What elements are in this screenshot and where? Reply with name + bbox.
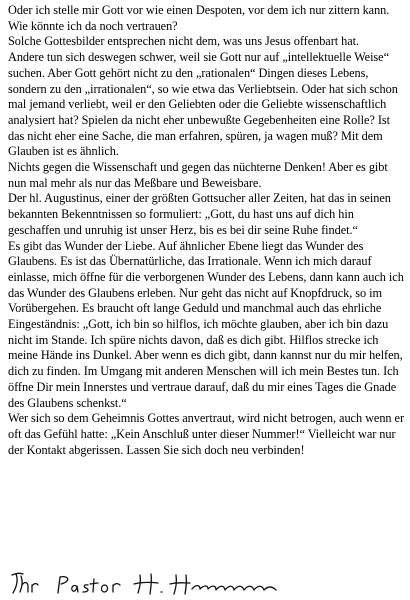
- paragraph-despot: Oder ich stelle mir Gott vor wie einen Despoten, vor dem ich nur zittern kann. Wie könnte ich da noch vertrauen?: [8, 3, 390, 33]
- signature-drawing: [10, 571, 310, 597]
- handwritten-signature: [10, 571, 310, 597]
- paragraph-geheimnis: Wer sich so dem Geheimnis Gottes anvertraut, wird nicht betrogen, auch wenn er oft das Gefühl hatte: „Kein Anschluß unter dieser Nummer!“ Vielleicht war nur der Kontakt abgerissen. Lassen Sie sich doch neu verbinden!: [8, 411, 405, 457]
- paragraph-gottesbilder: Solche Gottesbilder entsprechen nicht dem, was uns Jesus offenbart hat.: [8, 34, 360, 49]
- paragraph-wissenschaft: Nichts gegen die Wissenschaft und gegen das nüchterne Denken! Aber es gibt nun mal mehr als nur das Meßbare und Beweisbare.: [8, 160, 388, 190]
- paragraph-wunder: Es gibt das Wunder der Liebe. Auf ähnlicher Ebene liegt das Wunder des Glaubens. Es ist das Übernatürliche, das Irrationale. Wenn ich mich darauf einlasse, mich öffne für die verborgenen Wunder des Lebens, dann kann auch ich das Wunder des Glaubens erleben. Nur geht das nicht auf Knopfdruck, so im Vorübergehen. Es braucht oft lange Geduld und manchmal auch das ehrliche Eingeständnis: „Gott, ich bin so hilflos, ich möchte glauben, aber ich bin dazu nicht im Stande. Ich spüre nichts davon, daß es dich gibt. Hilflos strecke ich meine Hände ins Dunkel. Aber wenn es dich gibt, dann kannst nur du mir helfen, dich zu finden. Im Umgang mit anderen Menschen will ich mein Bestes tun. Ich öffne Dir mein Innerstes und vertraue darauf, daß du mir eines Tages die Gnade des Glaubens schenkst.“: [8, 238, 404, 410]
- paragraph-intellektuell: Andere tun sich deswegen schwer, weil sie Gott nur auf „intellektuelle Weise“ suchen. Aber Gott gehört nicht zu den „rationalen“ Dingen dieses Lebens, sondern zu den „irrationalen“, so wie etwa das Verliebtsein. Oder hat sich schon mal jemand verliebt, weil er den Geliebten oder die Geliebte wissenschaftlich analysiert hat? Spielen da nicht eher unbewußte Gegebenheiten eine Rolle? Ist das nicht eher eine Sache, die man erfahren, spüren, ja wagen muß? Mit dem Glauben ist es ähnlich.: [8, 50, 398, 159]
- paragraph-augustinus: Der hl. Augustinus, einer der größten Gottsucher aller Zeiten, hat das in seinen bekannten Bekenntnissen so formuliert: „Gott, du hast uns auf dich hin geschaffen und unruhig ist unser Herz, bis es bei dir seine Ruhe findet.“: [8, 191, 391, 237]
